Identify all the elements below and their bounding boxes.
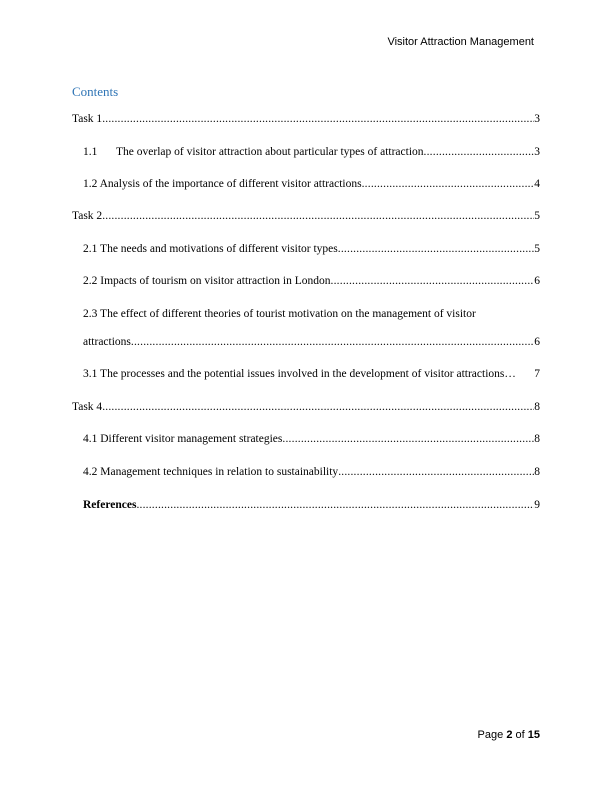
toc-heading: Contents bbox=[72, 84, 119, 99]
toc-leader-dots bbox=[102, 112, 534, 126]
toc-entry-1-2[interactable] bbox=[83, 177, 540, 191]
toc-entry-label: 4.1 Different visitor management strategies bbox=[83, 433, 283, 445]
toc-leader-dots bbox=[338, 242, 534, 256]
toc-leader-dots bbox=[362, 177, 535, 191]
toc-entry-2-3[interactable] bbox=[83, 335, 540, 349]
toc-entry-label: 2.2 Impacts of tourism on visitor attraction in London bbox=[83, 275, 331, 287]
toc-leader-dots bbox=[282, 432, 534, 446]
toc-entry-1-1[interactable] bbox=[83, 145, 540, 159]
toc-entry-page: 6 bbox=[534, 275, 540, 287]
toc-entry-label: Task 2 bbox=[72, 210, 103, 222]
footer-current-page: 2 bbox=[506, 729, 513, 741]
toc-entry-page: 9 bbox=[534, 499, 540, 511]
toc-entry-label bbox=[83, 145, 424, 159]
toc-entry-label: 3.1 The processes and the potential issues involved in the development of visitor attractions… bbox=[83, 368, 516, 380]
toc-entry-number: 1.1 bbox=[83, 146, 98, 158]
toc-entry-task-1[interactable] bbox=[72, 112, 540, 126]
toc-entry-task-4[interactable] bbox=[72, 400, 540, 414]
toc-entry-page: 4 bbox=[534, 178, 540, 190]
toc-entry-references[interactable] bbox=[83, 498, 540, 512]
toc-entry-label: References bbox=[83, 499, 137, 511]
toc-leader-dots bbox=[331, 274, 535, 288]
toc-entry-4-1[interactable] bbox=[83, 432, 540, 446]
toc-entry-label: 4.2 Management techniques in relation to sustainability bbox=[83, 466, 339, 478]
toc-leader-dots bbox=[136, 498, 534, 512]
toc-entry-page: 8 bbox=[534, 401, 540, 413]
toc-entry-4-2[interactable] bbox=[83, 465, 540, 479]
toc-entry-label: attractions bbox=[83, 336, 131, 348]
toc-entry-2-1[interactable] bbox=[83, 242, 540, 256]
toc-entry-page: 5 bbox=[534, 243, 540, 255]
footer-page-word: Page bbox=[477, 729, 504, 741]
toc-leader-dots bbox=[102, 400, 534, 414]
toc-entry-2-3-line1[interactable]: 2.3 The effect of different theories of tourist motivation on the management of visitor bbox=[83, 308, 476, 320]
toc-entry-page: 5 bbox=[534, 210, 540, 222]
toc-leader-dots bbox=[102, 209, 534, 223]
toc-entry-label: 2.1 The needs and motivations of different visitor types bbox=[83, 243, 338, 255]
footer-of-word: of bbox=[515, 729, 525, 741]
toc-entry-task-2[interactable] bbox=[72, 209, 540, 223]
toc-leader-dots bbox=[131, 335, 534, 349]
toc-entry-3-1[interactable] bbox=[83, 367, 540, 381]
toc-entry-page: 6 bbox=[534, 336, 540, 348]
toc-entry-page: 7 bbox=[534, 368, 540, 380]
page-number-footer bbox=[478, 729, 540, 741]
toc-entry-text: The overlap of visitor attraction about particular types of attraction bbox=[116, 146, 424, 158]
toc-entry-page: 8 bbox=[534, 466, 540, 478]
toc-entry-2-2[interactable] bbox=[83, 274, 540, 288]
footer-total-pages: 15 bbox=[527, 729, 540, 741]
toc-entry-label: Task 1 bbox=[72, 113, 103, 125]
toc-leader-dots bbox=[338, 465, 534, 479]
toc-leader-dots bbox=[424, 145, 535, 159]
toc-entry-label: 1.2 Analysis of the importance of different visitor attractions bbox=[83, 178, 362, 190]
running-header: Visitor Attraction Management bbox=[387, 36, 534, 48]
toc-entry-page: 3 bbox=[534, 113, 540, 125]
toc-entry-page: 8 bbox=[534, 433, 540, 445]
toc-entry-label: Task 4 bbox=[72, 401, 103, 413]
toc-entry-page: 3 bbox=[534, 146, 540, 158]
